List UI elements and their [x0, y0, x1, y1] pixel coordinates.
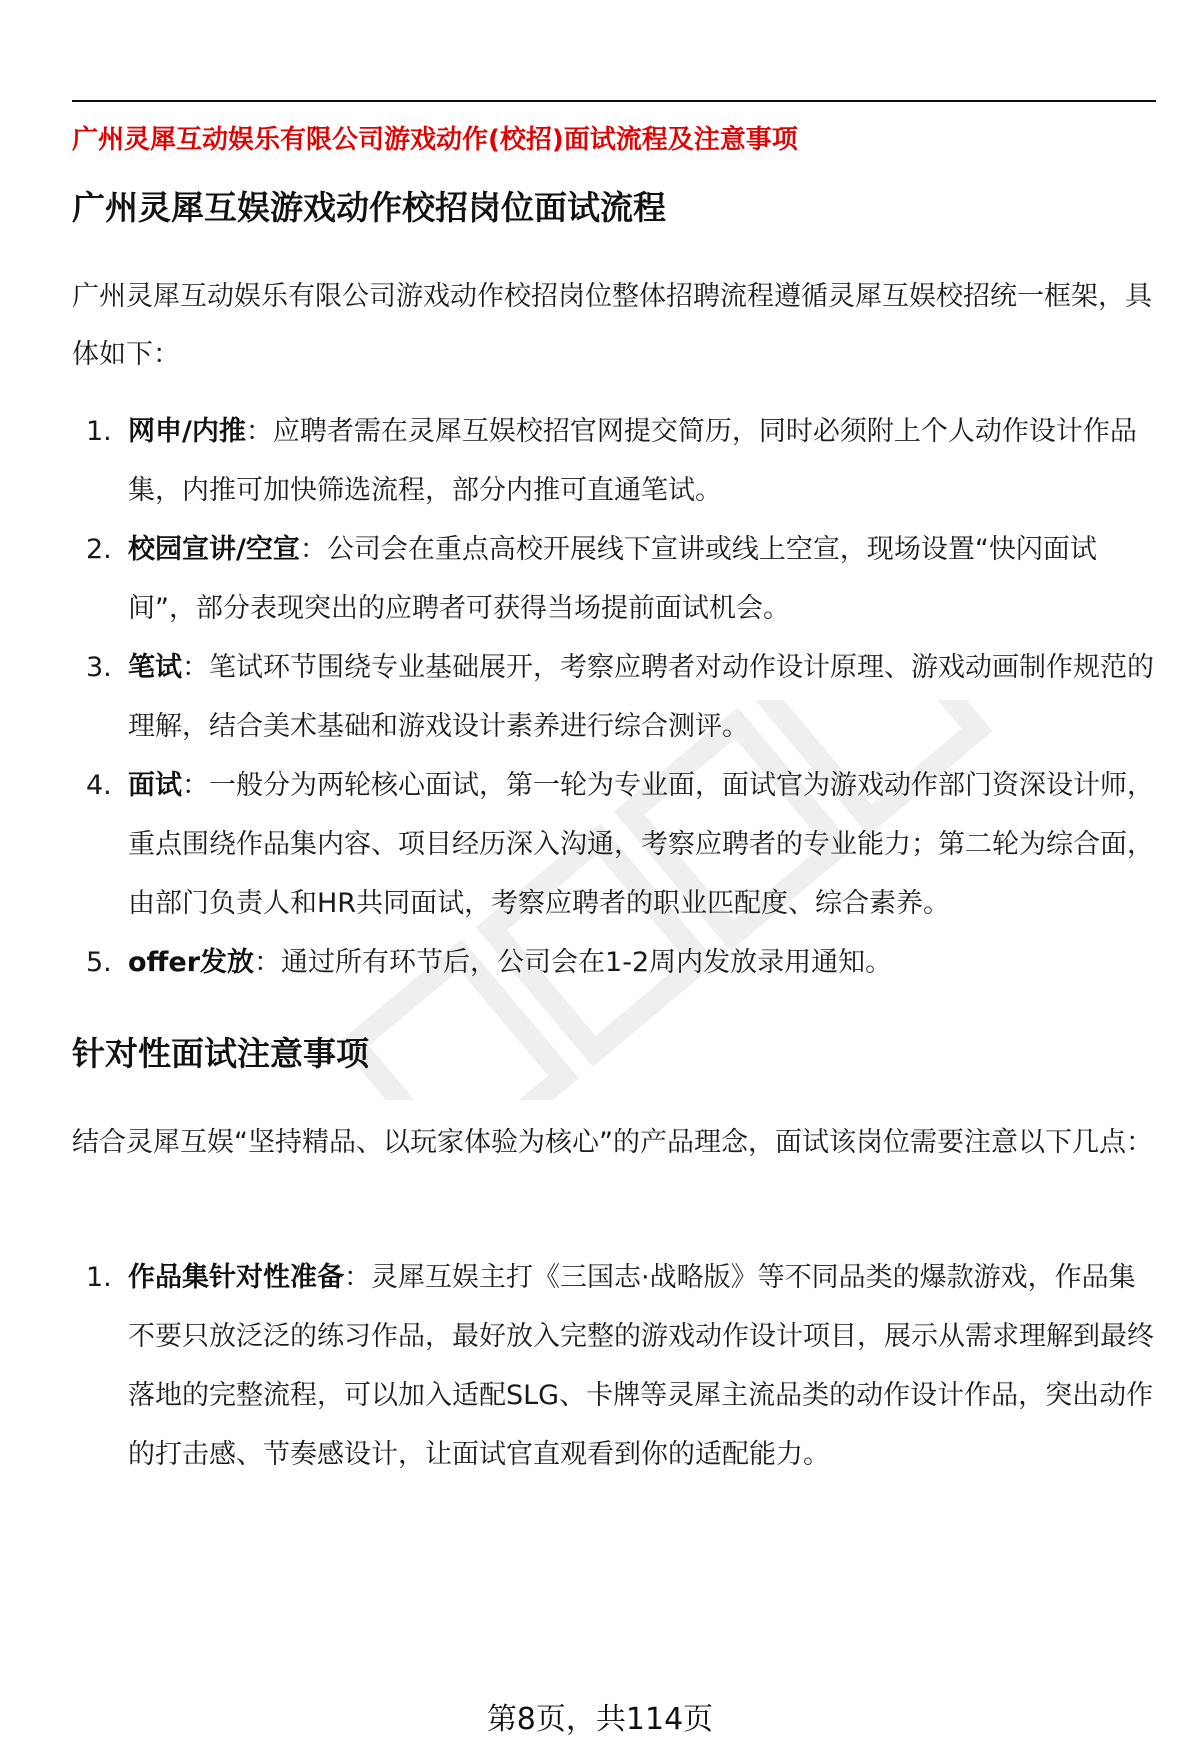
- document-title: 广州灵犀互动娱乐有限公司游戏动作(校招)面试流程及注意事项: [72, 125, 798, 155]
- process-steps-list: [72, 402, 1156, 992]
- list-item-number: 4.: [86, 770, 112, 801]
- tips-list: [72, 1248, 1156, 1484]
- section-heading-tips: 针对性面试注意事项: [72, 1034, 369, 1073]
- list-item-text: ：灵犀互娱主打《三国志·战略版》等不同品类的爆款游戏，作品集不要只放泛泛的练习作品，最好放入完整的游戏动作设计项目，展示从需求理解到最终落地的完整流程，可以加入适配SLG、卡牌等灵犀主流品类的动作设计作品，突出动作的打击感、节奏感设计，让面试官直观看到你的适配能力。: [128, 1262, 1154, 1470]
- list-item-number: 1.: [86, 416, 112, 447]
- section-heading-process: 广州灵犀互娱游戏动作校招岗位面试流程: [72, 188, 666, 227]
- list-item-text: ：公司会在重点高校开展线下宣讲或线上空宣，现场设置“快闪面试间”，部分表现突出的应聘者可获得当场提前面试机会。: [128, 534, 1097, 624]
- list-item-number: 1.: [86, 1262, 112, 1293]
- page-number: 第8页，共114页: [486, 1702, 714, 1737]
- list-item-term: 面试: [128, 770, 182, 801]
- list-item-text: ：一般分为两轮核心面试，第一轮为专业面，面试官为游戏动作部门资深设计师，重点围绕作品集内容、项目经历深入沟通，考察应聘者的专业能力；第二轮为综合面，由部门负责人和HR共同面试，考察应聘者的职业匹配度、综合素养。: [128, 770, 1154, 919]
- list-item-term: 校园宣讲/空宣: [128, 534, 300, 565]
- list-item-number: 5.: [86, 947, 112, 978]
- list-item-term: 网申/内推: [128, 416, 246, 447]
- list-item-number: 3.: [86, 652, 112, 683]
- section-intro-tips: 结合灵犀互娱“坚持精品、以玩家体验为核心”的产品理念，面试该岗位需要注意以下几点：: [72, 1127, 1153, 1158]
- list-item: [72, 520, 1156, 638]
- list-item-text: ：笔试环节围绕专业基础展开，考察应聘者对动作设计原理、游戏动画制作规范的理解，结合美术基础和游戏设计素养进行综合测评。: [128, 652, 1154, 742]
- list-item: [72, 638, 1156, 756]
- list-item: [72, 933, 1156, 992]
- list-item: [72, 402, 1156, 520]
- section-intro-process: 广州灵犀互动娱乐有限公司游戏动作校招岗位整体招聘流程遵循灵犀互娱校招统一框架，具体如下：: [72, 281, 1152, 370]
- list-item-text: ：应聘者需在灵犀互娱校招官网提交简历，同时必须附上个人动作设计作品集，内推可加快筛选流程，部分内推可直通笔试。: [128, 416, 1137, 506]
- top-divider: [72, 100, 1156, 102]
- list-item-term: 作品集针对性准备: [128, 1262, 344, 1293]
- list-item-term: 笔试: [128, 652, 182, 683]
- list-item-number: 2.: [86, 534, 112, 565]
- list-item-term: offer发放: [128, 947, 255, 978]
- list-item: [72, 1248, 1156, 1484]
- list-item: [72, 756, 1156, 933]
- list-item-text: ：通过所有环节后，公司会在1-2周内发放录用通知。: [254, 947, 893, 978]
